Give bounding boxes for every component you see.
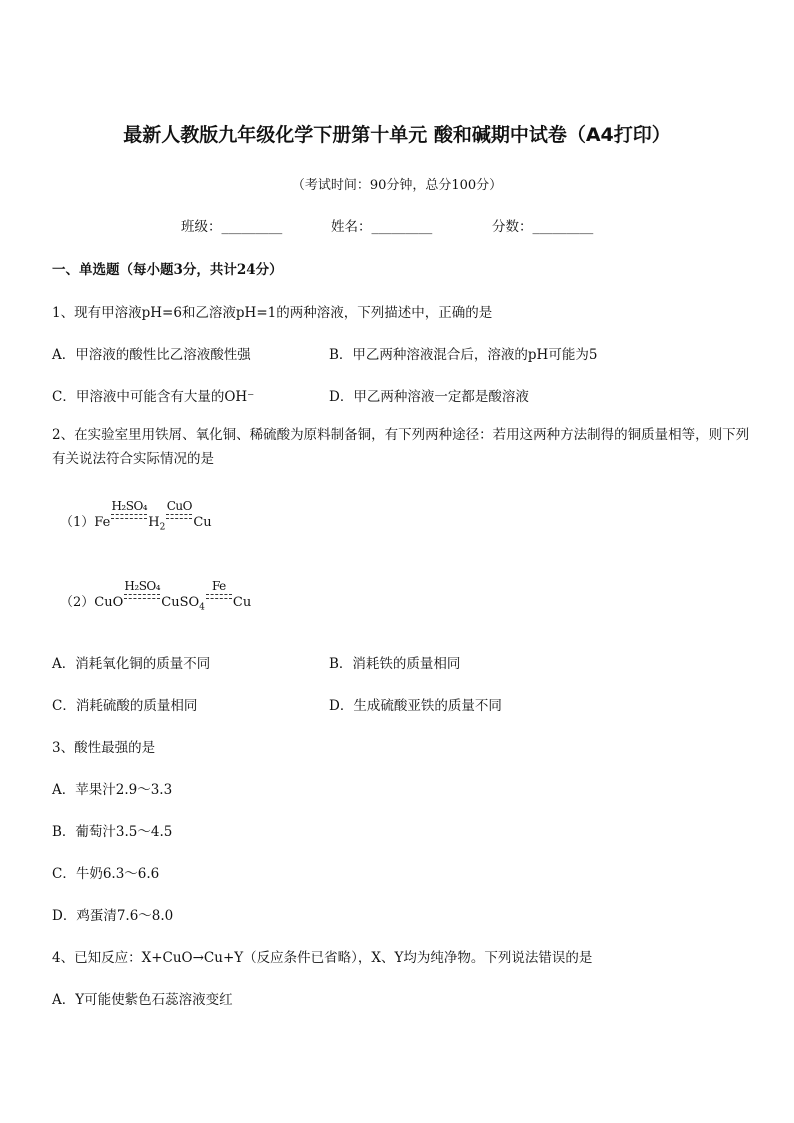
route2-arrow-2	[206, 579, 232, 606]
page-title: 最新人教版九年级化学下册第十单元 酸和碱期中试卷（A4打印）	[123, 124, 671, 146]
q3-option-b: B．葡萄汁3.5～4.5	[52, 824, 173, 840]
q3-option-a: A．苹果汁2.9～3.3	[52, 782, 173, 798]
q1-option-d: D．甲乙两种溶液一定都是酸溶液	[329, 389, 529, 405]
q1-option-c: C．甲溶液中可能含有大量的OH⁻	[52, 389, 255, 405]
route2-product: Cu	[232, 595, 252, 610]
route2-reagent-2: Fe	[211, 579, 226, 593]
q3-option-c: C．牛奶6.3～6.6	[52, 866, 160, 882]
class-field: 班级：_________	[181, 219, 283, 235]
q2-option-d: D．生成硫酸亚铁的质量不同	[329, 698, 502, 714]
route2-intermediate: CuSO$_4$	[161, 595, 205, 613]
route1-reagent-1: H₂SO₄	[111, 499, 148, 513]
q2-option-c: C．消耗硫酸的质量相同	[52, 698, 198, 714]
route1-arrow-1	[111, 499, 148, 526]
q2-route-1	[60, 499, 212, 533]
route1-label: （1）Fe	[60, 515, 111, 530]
q2-route-2	[60, 579, 252, 613]
q2-stem: 2、在实验室里用铁屑、氧化铜、稀硫酸为原料制备铜，有下列两种途径：若用这两种方法制得的铜质量相等，则下列有关说法符合实际情况的是	[52, 427, 750, 467]
route2-label: （2）CuO	[60, 595, 124, 610]
route1-reagent-2: CuO	[166, 499, 192, 513]
q1-option-a: A．甲溶液的酸性比乙溶液酸性强	[52, 347, 251, 363]
route1-arrow-2	[166, 499, 192, 526]
route1-product: Cu	[193, 515, 212, 530]
q1-option-b: B．甲乙两种溶液混合后，溶液的pH可能为5	[329, 347, 598, 363]
route2-arrow-1	[124, 579, 161, 606]
name-field: 姓名：_________	[331, 219, 433, 235]
q1-stem: 1、现有甲溶液pH=6和乙溶液pH=1的两种溶液，下列描述中，正确的是	[52, 305, 493, 321]
route2-reagent-1: H₂SO₄	[124, 579, 161, 593]
q3-stem: 3、酸性最强的是	[52, 740, 156, 756]
q2-option-a: A．消耗氧化铜的质量不同	[52, 656, 211, 672]
q4-stem: 4、已知反应：X+CuO→Cu+Y（反应条件已省略），X、Y均为纯净物。下列说法错误的是	[52, 950, 593, 966]
section-heading: 一、单选题（每小题3分，共计24分）	[52, 262, 283, 278]
q2-option-b: B．消耗铁的质量相同	[329, 656, 461, 672]
route1-intermediate: $H_2$	[148, 515, 166, 533]
score-field: 分数：_________	[492, 219, 594, 235]
q3-option-d: D．鸡蛋清7.6～8.0	[52, 908, 174, 924]
q4-option-a: A．Y可能使紫色石蕊溶液变红	[52, 992, 233, 1008]
exam-subtitle: （考试时间：90分钟，总分100分）	[291, 178, 503, 193]
